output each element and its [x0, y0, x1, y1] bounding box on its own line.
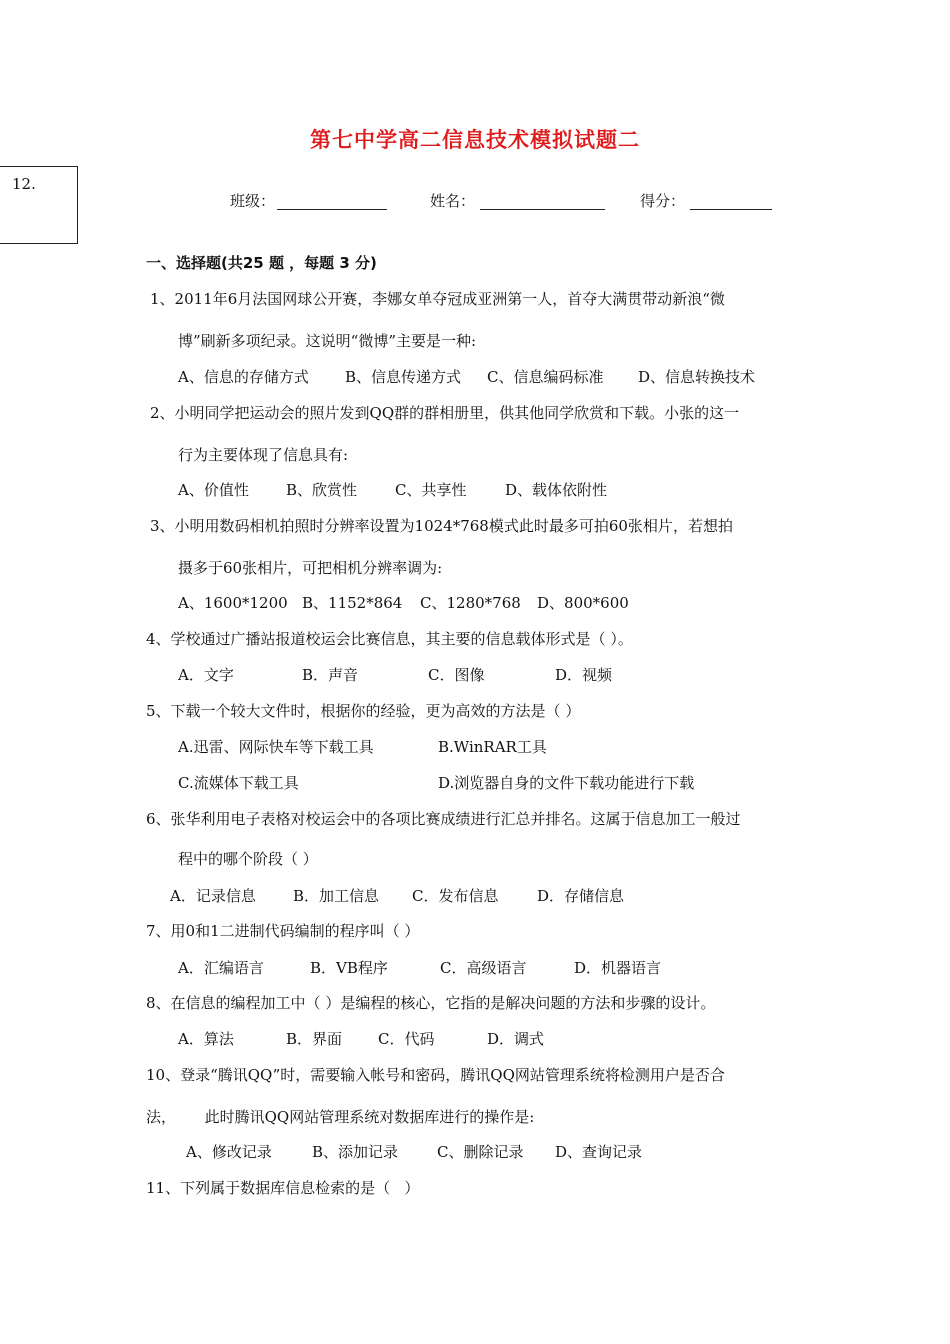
question-7-option-c[interactable]: C．高级语言 — [440, 959, 527, 977]
question-3-option-c[interactable]: C、1280*768 — [420, 594, 521, 612]
question-1-line-1: 1、2011年6月法国网球公开赛，李娜女单夺冠成亚洲第一人，首夺大满贯带动新浪“微 — [150, 290, 725, 308]
page-title: 第七中学高二信息技术模拟试题二 — [310, 128, 640, 152]
question-10-line-1: 10、登录“腾讯QQ”时，需要输入帐号和密码，腾讯QQ网站管理系统将检测用户是否合 — [146, 1066, 725, 1084]
question-4-option-a[interactable]: A．文字 — [178, 666, 234, 684]
question-1-option-d[interactable]: D、信息转换技术 — [638, 368, 756, 386]
question-6-line-2: 程中的哪个阶段（ ） — [178, 850, 318, 868]
question-2-line-2: 行为主要体现了信息具有: — [178, 446, 349, 464]
class-blank[interactable] — [277, 209, 387, 210]
question-8-option-a[interactable]: A．算法 — [178, 1030, 234, 1048]
question-10-option-a[interactable]: A、修改记录 — [186, 1143, 272, 1161]
question-8-option-c[interactable]: C．代码 — [378, 1030, 435, 1048]
score-box-label: 12. — [12, 175, 36, 193]
question-10-line-2: 法， 此时腾讯QQ网站管理系统对数据库进行的操作是: — [146, 1108, 535, 1126]
question-4-option-c[interactable]: C．图像 — [428, 666, 485, 684]
question-6-line-1: 6、张华利用电子表格对校运会中的各项比赛成绩进行汇总并排名。这属于信息加工一般过 — [146, 810, 741, 828]
question-8-option-b[interactable]: B．界面 — [286, 1030, 343, 1048]
question-5-line-1: 5、下载一个较大文件时，根据你的经验，更为高效的方法是（ ） — [146, 702, 581, 720]
question-10-option-d[interactable]: D、查询记录 — [555, 1143, 643, 1161]
question-7-option-a[interactable]: A．汇编语言 — [178, 959, 264, 977]
question-6-option-c[interactable]: C．发布信息 — [412, 887, 499, 905]
question-2-option-b[interactable]: B、欣赏性 — [286, 481, 358, 499]
student-info-row — [0, 190, 950, 214]
score-label: 得分： — [640, 192, 686, 210]
question-5-option-c[interactable]: C.流媒体下载工具 — [178, 774, 299, 792]
question-7-line-1: 7、用0和1二进制代码编制的程序叫（ ） — [146, 922, 420, 940]
question-7-option-d[interactable]: D．机器语言 — [574, 959, 662, 977]
question-2-option-a[interactable]: A、价值性 — [178, 481, 249, 499]
question-6-option-d[interactable]: D．存储信息 — [537, 887, 625, 905]
question-4-option-d[interactable]: D．视频 — [555, 666, 613, 684]
question-1-option-a[interactable]: A、信息的存储方式 — [178, 368, 309, 386]
question-3-line-2: 摄多于60张相片，可把相机分辨率调为: — [178, 559, 443, 577]
question-3-line-1: 3、小明用数码相机拍照时分辨率设置为1024*768模式此时最多可拍60张相片，若想拍 — [150, 517, 733, 535]
question-7-option-b[interactable]: B．VB程序 — [310, 959, 388, 977]
question-1-option-c[interactable]: C、信息编码标准 — [487, 368, 604, 386]
question-8-option-d[interactable]: D．调式 — [487, 1030, 545, 1048]
question-3-option-d[interactable]: D、800*600 — [537, 594, 629, 612]
name-blank[interactable] — [480, 209, 605, 210]
question-1-option-b[interactable]: B、信息传递方式 — [345, 368, 462, 386]
section-heading-choice: 一、选择题(共25 题 ，每题 3 分) — [146, 254, 377, 272]
question-5-option-a[interactable]: A.迅雷、网际快车等下载工具 — [178, 738, 374, 756]
question-11-line-1: 11、下列属于数据库信息检索的是（ ） — [146, 1179, 420, 1197]
question-8-line-1: 8、在信息的编程加工中（ ）是编程的核心，它指的是解决问题的方法和步骤的设计。 — [146, 994, 716, 1012]
question-4-line-1: 4、学校通过广播站报道校运会比赛信息，其主要的信息载体形式是（ ）。 — [146, 630, 633, 648]
question-3-option-b[interactable]: B、1152*864 — [302, 594, 403, 612]
question-2-option-d[interactable]: D、载体依附性 — [505, 481, 608, 499]
question-3-option-a[interactable]: A、1600*1200 — [178, 594, 288, 612]
question-5-option-d[interactable]: D.浏览器自身的文件下载功能进行下载 — [438, 774, 695, 792]
question-10-option-c[interactable]: C、删除记录 — [437, 1143, 524, 1161]
question-6-option-a[interactable]: A．记录信息 — [170, 887, 256, 905]
question-1-line-2: 博”刷新多项纪录。这说明“微博”主要是一种: — [178, 332, 477, 350]
question-5-option-b[interactable]: B.WinRAR工具 — [438, 738, 547, 756]
score-blank[interactable] — [690, 209, 772, 210]
question-10-option-b[interactable]: B、添加记录 — [312, 1143, 399, 1161]
question-2-option-c[interactable]: C、共享性 — [395, 481, 467, 499]
question-4-option-b[interactable]: B．声音 — [302, 666, 359, 684]
question-6-option-b[interactable]: B．加工信息 — [293, 887, 380, 905]
class-label: 班级： — [230, 192, 276, 210]
name-label: 姓名： — [430, 192, 476, 210]
question-2-line-1: 2、小明同学把运动会的照片发到QQ群的群相册里，供其他同学欣赏和下载。小张的这一 — [150, 404, 740, 422]
